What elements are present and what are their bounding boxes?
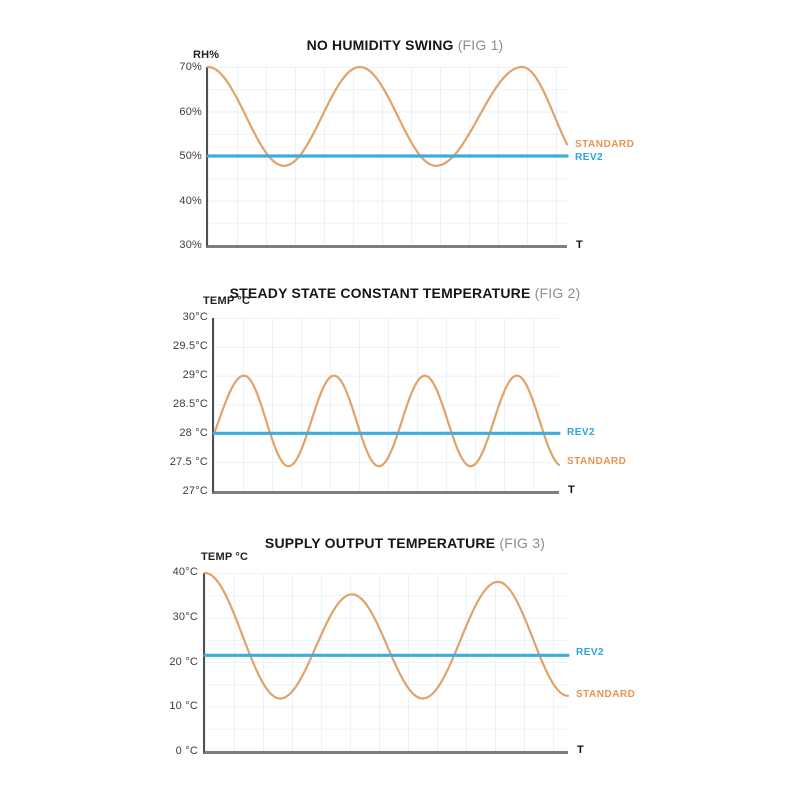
- y-axis-label: RH%: [193, 49, 220, 61]
- chart-title-text: NO HUMIDITY SWING: [306, 37, 454, 53]
- chart-title-text: STEADY STATE CONSTANT TEMPERATURE: [229, 285, 531, 301]
- fig-label: (FIG 3): [499, 535, 546, 551]
- y-axis-label: TEMP °C: [201, 551, 249, 563]
- x-axis-label: T: [576, 239, 583, 251]
- temperature-curves: [214, 318, 559, 491]
- y-tick: 28.5°C: [173, 398, 208, 410]
- legend-standard-label: STANDARD: [575, 139, 635, 150]
- y-tick-labels: [140, 566, 198, 758]
- y-tick: 28 °C: [179, 427, 208, 439]
- plot-area: [212, 318, 559, 494]
- y-tick: 40%: [179, 194, 202, 207]
- legend-standard-label: STANDARD: [576, 689, 636, 700]
- y-tick: 50%: [179, 150, 202, 162]
- fig-label: (FIG 2): [534, 285, 581, 301]
- supply-temperature-curves: [205, 573, 568, 751]
- fig-label: (FIG 1): [457, 37, 504, 53]
- y-axis-label: TEMP °C: [203, 295, 251, 307]
- y-tick: 70%: [179, 61, 202, 73]
- y-tick: 27.5 °C: [169, 456, 208, 468]
- y-tick-labels: [140, 311, 208, 498]
- y-tick: 20 °C: [169, 655, 198, 668]
- legend-rev2-label: REV2: [567, 427, 596, 438]
- y-tick: 10 °C: [169, 700, 198, 713]
- y-tick: 27°C: [182, 485, 208, 497]
- legend-rev2-label: REV2: [576, 647, 605, 658]
- legend-rev2-label: REV2: [575, 152, 604, 163]
- y-tick: 29.5°C: [173, 340, 208, 352]
- chart-title-text: SUPPLY OUTPUT TEMPERATURE: [264, 535, 496, 551]
- y-tick: 29°C: [182, 369, 208, 381]
- plot-area: [206, 67, 567, 248]
- y-tick: 0 °C: [175, 745, 198, 757]
- humidity-curves: [208, 67, 567, 245]
- y-tick: 30°C: [182, 311, 208, 323]
- plot-area: [203, 573, 568, 754]
- y-tick: 30%: [179, 239, 202, 251]
- y-tick: 40°C: [172, 566, 198, 578]
- legend-standard-label: STANDARD: [567, 456, 627, 467]
- y-tick-labels: [140, 61, 202, 252]
- y-tick: 60%: [179, 105, 202, 118]
- y-tick: 30°C: [172, 610, 198, 623]
- chart-title: [175, 535, 635, 551]
- x-axis-label: T: [577, 744, 584, 756]
- x-axis-label: T: [568, 484, 575, 496]
- chart-title: [175, 37, 635, 53]
